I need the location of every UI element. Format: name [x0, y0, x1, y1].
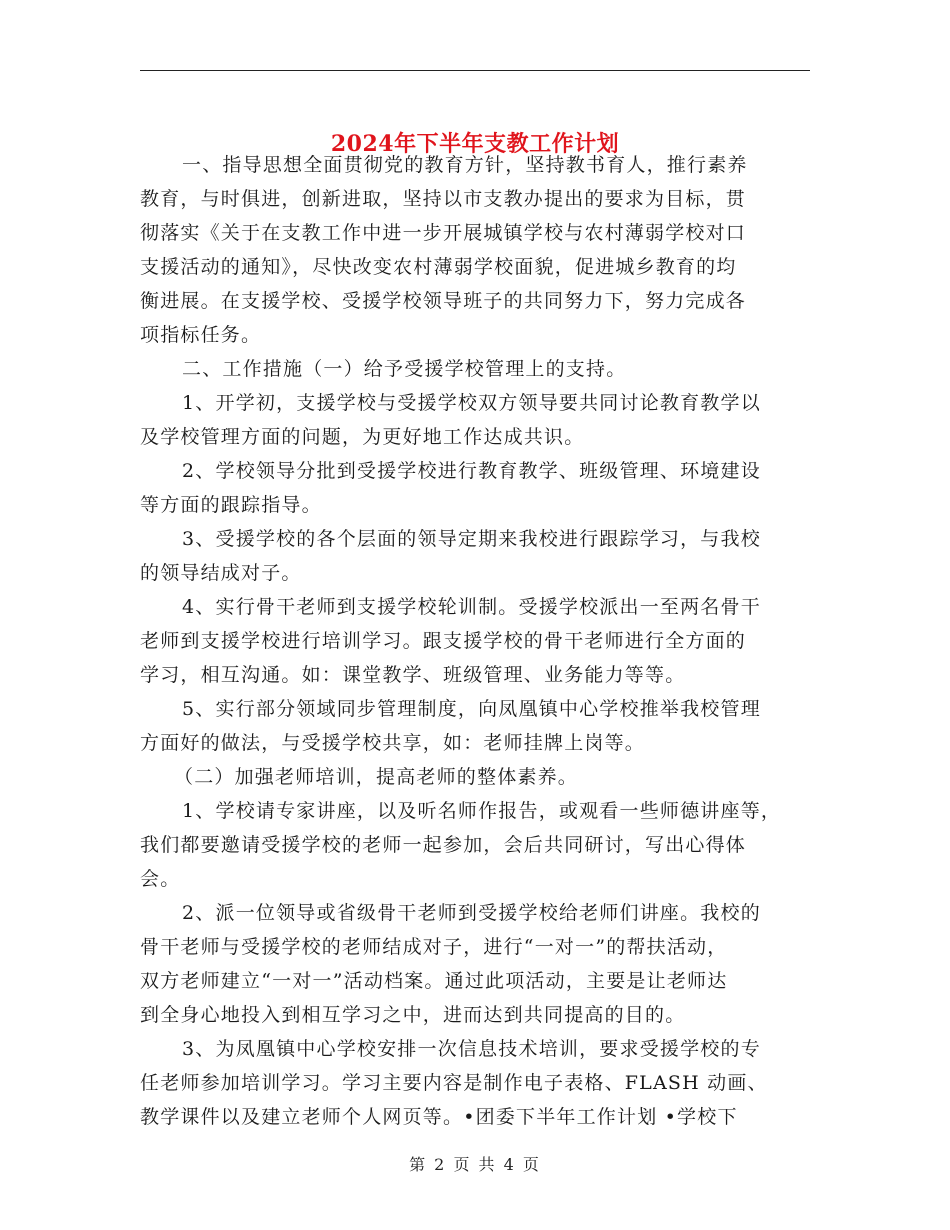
text-line: 的领导结成对子。 [140, 562, 302, 584]
paragraph-measure-5 [140, 692, 812, 760]
text-line: （二）加强老师培训，提高老师的整体素养。 [174, 766, 579, 788]
text-line: 任老师参加培训学习。学习主要内容是制作电子表格、FLASH 动画、 [140, 1072, 768, 1094]
document-title: 2024年下半年支教工作计划 [330, 130, 620, 157]
text-line: 及学校管理方面的问题，为更好地工作达成共识。 [140, 426, 585, 448]
text-line: 二、工作措施（一）给予受援学校管理上的支持。 [182, 358, 627, 380]
paragraph-measure-4 [140, 590, 812, 692]
text-line: 1、开学初，支援学校与受援学校双方领导要共同讨论教育教学以 [182, 392, 761, 414]
text-line: 骨干老师与受援学校的老师结成对子，进行“一对一”的帮扶活动， [140, 936, 728, 958]
text-line: 支援活动的通知》，尽快改变农村薄弱学校面貌，促进城乡教育的均 [140, 256, 737, 278]
paragraph-measure-1 [140, 386, 812, 454]
paragraph-teacher-training-heading [140, 760, 812, 794]
text-line: 等方面的跟踪指导。 [140, 494, 322, 516]
text-line: 方面好的做法，与受援学校共享，如：老师挂牌上岗等。 [140, 732, 646, 754]
text-line: 3、受援学校的各个层面的领导定期来我校进行跟踪学习，与我校 [182, 528, 761, 550]
paragraph-training-1 [140, 794, 812, 896]
text-line: 教育，与时俱进，创新进取，坚持以市支教办提出的要求为目标，贯 [140, 188, 747, 210]
text-line: 项指标任务。 [140, 324, 262, 346]
text-line: 会。 [140, 868, 181, 890]
paragraph-measure-3 [140, 522, 812, 590]
paragraph-training-2 [140, 896, 812, 1032]
document-body [140, 148, 812, 1134]
text-line: 老师到支援学校进行培训学习。跟支援学校的骨干老师进行全方面的 [140, 630, 747, 652]
text-line: 2、学校领导分批到受援学校进行教育教学、班级管理、环境建设 [182, 460, 761, 482]
paragraph-guiding-ideology [140, 148, 812, 352]
text-line: 3、为凤凰镇中心学校安排一次信息技术培训，要求受援学校的专 [182, 1038, 761, 1060]
paragraph-measure-2 [140, 454, 812, 522]
text-line: 我们都要邀请受援学校的老师一起参加，会后共同研讨，写出心得体 [140, 834, 747, 856]
text-line: 学习，相互沟通。如：课堂教学、班级管理、业务能力等等。 [140, 664, 686, 686]
text-line: 双方老师建立“一对一”活动档案。通过此项活动，主要是让老师达 [140, 970, 728, 992]
text-line: 一、指导思想全面贯彻党的教育方针，坚持教书育人，推行素养 [182, 154, 748, 176]
text-line: 1、学校请专家讲座，以及听名师作报告，或观看一些师德讲座等， [182, 800, 782, 822]
page-number-footer: 第 2 页 共 4 页 [409, 1155, 541, 1174]
header-rule [140, 70, 810, 71]
text-line: 4、实行骨干老师到支援学校轮训制。受援学校派出一至两名骨干 [182, 596, 761, 618]
paragraph-work-measures-heading [140, 352, 812, 386]
text-line: 到全身心地投入到相互学习之中，进而达到共同提高的目的。 [140, 1004, 686, 1026]
text-line: 彻落实《关于在支教工作中进一步开展城镇学校与农村薄弱学校对口 [140, 222, 747, 244]
paragraph-training-3 [140, 1032, 812, 1134]
text-line: 2、派一位领导或省级骨干老师到受援学校给老师们讲座。我校的 [182, 902, 761, 924]
text-line: 衡进展。在支援学校、受援学校领导班子的共同努力下，努力完成各 [140, 290, 747, 312]
text-line: 5、实行部分领域同步管理制度，向凤凰镇中心学校推举我校管理 [182, 698, 761, 720]
text-line: 教学课件以及建立老师个人网页等。•团委下半年工作计划 •学校下 [140, 1106, 738, 1128]
